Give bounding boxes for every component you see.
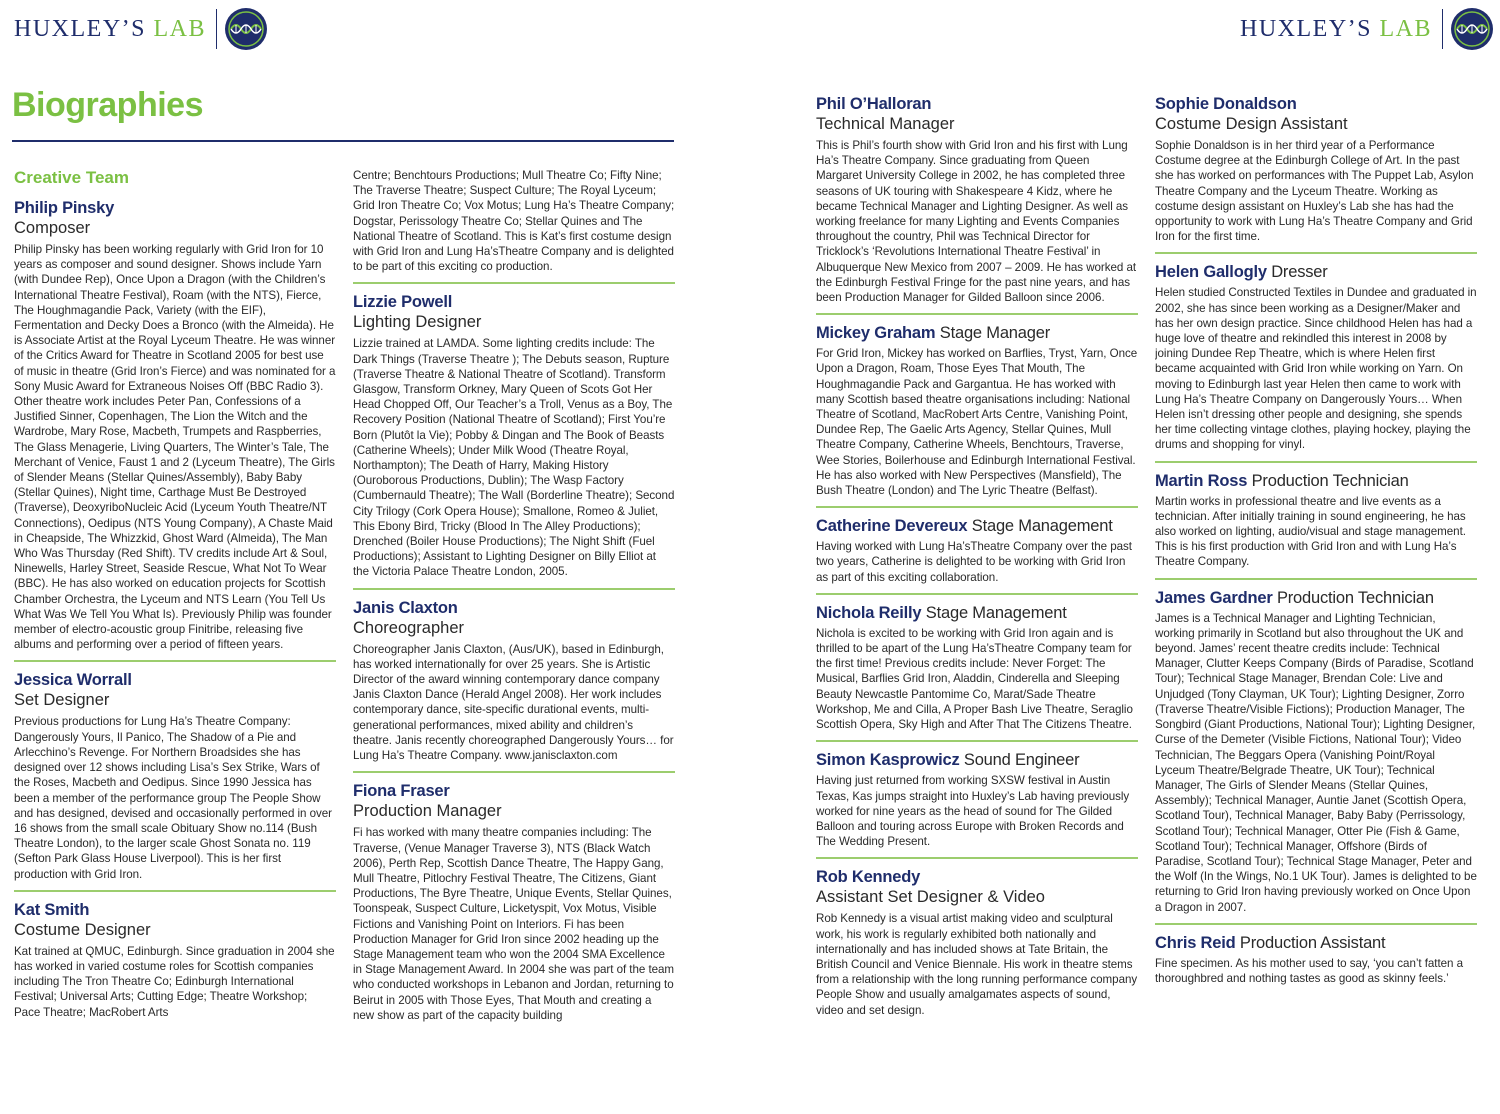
bio-text: Fine specimen. As his mother used to say, ‘you can’t fatten a thoroughbred and nothing tastes as good as skinny feels.’ xyxy=(1155,956,1463,985)
column-3 xyxy=(816,94,1138,1090)
bio-catherine-devereux xyxy=(816,516,1138,595)
bio-kat-smith xyxy=(14,900,336,1028)
bio-james-gardner xyxy=(1155,588,1477,925)
bio-name: Fiona Fraser xyxy=(353,782,450,801)
bio-jessica-worrall xyxy=(14,670,336,891)
bio-role: Stage Manager xyxy=(939,324,1051,343)
bio-role: Production Assistant xyxy=(1239,933,1386,952)
page-title: Biographies xyxy=(12,86,203,124)
bio-role: Costume Designer xyxy=(14,920,151,939)
bio-role: Dresser xyxy=(1271,263,1328,282)
bio-name-line xyxy=(1155,262,1477,282)
bio-chris-reid xyxy=(1155,933,1477,994)
bio-role: Costume Design Assistant xyxy=(1155,115,1348,133)
bio-text-continued: Centre; Benchtours Productions; Mull Theatre Co; Fifty Nine; The Traverse Theatre; Suspect Culture; The Royal Lyceum; Grid Iron Theatre Co; Vox Motus; Lung Ha’s Theatre Company; Dogstar, Perissology Theatre Co; Stellar Quines and The National Theatre of Scotland. This is Kat’s first costume design with Grid Iron and Lung Ha’sTheatre Company and is delighted to be part of this exciting co production. xyxy=(353,169,675,274)
bio-name-line xyxy=(816,323,1138,343)
bio-text: This is Phil’s fourth show with Grid Iron and his first with Lung Ha’s Theatre Company. Since graduating from Queen Margaret University College in 2002, he has completed three seasons of UK touring with Shakespeare 4 Kidz, where he became Technical Manager and Lighting Designer. As well as working freelance for many Lighting and Events Companies throughout the country, Phil was Technical Director for Tricklock’s ‘Revolutions International Theatre Festival’ in Albuquerque New Mexico from 2007 – 2009. He has worked at the Edinburgh Festival Fringe for the past nine years, and has been Production Manager for Gilded Balloon since 2006. xyxy=(816,139,1137,305)
bio-role: Stage Management xyxy=(925,603,1067,622)
bio-name: Kat Smith xyxy=(14,900,90,919)
bio-name: Martin Ross xyxy=(1155,471,1248,490)
bio-text: Sophie Donaldson is in her third year of a Performance Costume degree at the Edinburgh College of Art. In the past she has worked on performances with The Puppet Lab, Asylon Theatre Company and the Lyceum Theatre. Working as costume design assistant on Huxley’s Lab she has had the opportunity to work with Lung Ha’s Theatre Company and Grid Iron for the first time. xyxy=(1155,139,1474,244)
brand-divider xyxy=(1442,9,1443,49)
bio-name: James Gardner xyxy=(1155,588,1273,607)
bio-lizzie-powell xyxy=(353,292,675,589)
bio-name: Mickey Graham xyxy=(816,324,936,343)
bio-role: Composer xyxy=(14,219,91,237)
bio-name: Helen Gallogly xyxy=(1155,263,1267,282)
bio-role: Stage Management xyxy=(971,517,1113,536)
bio-role: Production Technician xyxy=(1251,471,1409,490)
bio-name-line xyxy=(816,516,1138,536)
bio-text: Helen studied Constructed Textiles in Dundee and graduated in 2002, she has since been working as a Designer/Maker and has her own design practice. Since childhood Helen has had a huge love of theatre and rekindled this interest in 2008 by joining Dundee Rep Theatre, which is where Helen first became acquainted with Grid Iron while working on Yarn. On moving to Edinburgh last year Helen then came to work with Lung Ha’s Theatre Company on Dangerously Yours… When Helen isn’t dressing other people and designing, she spends her time collecting vintage clothes, playing hockey, playing the drums and shopping for vinyl. xyxy=(1155,286,1477,452)
column-2 xyxy=(353,168,675,1088)
bio-rob-kennedy xyxy=(816,867,1138,1025)
bio-text: Having just returned from working SXSW festival in Austin Texas, Kas jumps straight into Huxley’s Lab having previously worked for nine years as the head of sound for The Gilded Balloon and touring across Europe with Broken Records and The Wedding Present. xyxy=(816,774,1130,849)
bio-martin-ross xyxy=(1155,471,1477,580)
bio-name: Philip Pinsky xyxy=(14,199,115,217)
dna-helix-icon xyxy=(1450,7,1494,51)
bio-phil-ohalloran xyxy=(816,94,1138,315)
bio-name: Sophie Donaldson xyxy=(1155,95,1297,113)
bio-name-line xyxy=(816,750,1138,770)
bio-text: Rob Kennedy is a visual artist making video and sculptural work, his work is regularly exhibited both nationally and internationally and has included shows at Tate Britain, the British Council and Venice Biennale. His work in theatre stems from a relationship with the long running performance company People Show and usually amalgamates aspects of sound, video and set design. xyxy=(816,912,1138,1017)
bio-name: Nichola Reilly xyxy=(816,603,922,622)
bio-name: Janis Claxton xyxy=(353,598,458,617)
bio-name: Jessica Worrall xyxy=(14,671,132,690)
bio-text: Having worked with Lung Ha’sTheatre Company over the past two years, Catherine is delighted to be working with Grid Iron as part of this exciting collaboration. xyxy=(816,540,1132,584)
bio-fiona-fraser xyxy=(353,781,675,1031)
bio-text: Previous productions for Lung Ha’s Theatre Company: Dangerously Yours, Il Panico, The Shadow of a Pie and Arlecchino’s Revenge. For Northern Broadsides she has designed over 12 shows including Lisa’s Sex Strike, Wars of the Roses, Macbeth and Oedipus. Since 1990 Jessica has been a member of the performance group The People Show and has designed, devised and occasionally performed in over 16 shows from the small scale Obituary Show no.114 (Bush Theatre London), to the larger scale Ghost Sonata no. 119 (Sefton Park Glass House Liverpool). This is her first production with Grid Iron. xyxy=(14,715,332,881)
bio-role: Sound Engineer xyxy=(963,751,1080,770)
bio-name: Lizzie Powell xyxy=(353,293,453,312)
brand-name: HUXLEY’S LAB xyxy=(14,15,206,42)
bio-mickey-graham xyxy=(816,323,1138,508)
bio-kat-smith-continued xyxy=(353,168,675,284)
bio-text: Martin works in professional theatre and live events as a technician. After initially training in sound engineering, he has also worked on lighting, audio/visual and stage management. This is his first production with Grid Iron and with Lung Ha’s Theatre Company. xyxy=(1155,494,1466,569)
bio-text: Fi has worked with many theatre companies including: The Traverse, (Venue Manager Traverse 3), NTS (Black Watch 2006), Perth Rep, Scottish Dance Theatre, The Happy Gang, Mull Theatre, Pitlochry Festival Theatre, The Citizens, Giant Productions, The Byre Theatre, Unique Events, Stellar Quines, Toonspeak, Suspect Culture, Licketyspit, Vox Motus, Visible Fictions and Vanishing Point on Interiors. Fi has been Production Manager for Grid Iron since 2002 heading up the Stage Management team who won the 2004 SMA Excellence in Stage Management Award. In 2004 she was part of the team who conducted workshops in Lebanon and Jordan, returning to Beirut in 2005 with Those Eyes, That Mouth and creating a new show as part of the capacity building xyxy=(353,826,675,1022)
title-divider xyxy=(12,140,674,142)
bio-name-line xyxy=(816,603,1138,623)
bio-role: Lighting Designer xyxy=(353,313,482,332)
bio-text: Philip Pinsky has been working regularly with Grid Iron for 10 years as composer and sound designer. Shows include Yarn (with Dundee Rep), Once Upon a Dragon (with the Children’s International Theatre Festival), Roam (with the NTS), Fierce, The Houghmagandie Pack, Variety (with the EIF), Fermentation and Decky Does a Bronco (with the Almeida). He is Associate Artist at the Royal Lyceum Theatre. He was winner of the Critics Award for Theatre in Scotland 2005 for best use of music in theatre (Grid Iron’s Fierce) and was nominated for a Sony Music Award for Extraneous Noises Off (BBC Radio 3). Other theatre work includes Peter Pan, Confessions of a Justified Sinner, Copenhagen, The Lion the Witch and the Wardrobe, Mary Rose, Macbeth, Trumpets and Raspberries, The Glass Menagerie, Living Quarters, The Winter’s Tale, The Merchant of Venice, Faust 1 and 2 (Lyceum Theatre), The Girls of Slender Means (Stellar Quines/Assembly), Baby Baby (Stellar Quines), Night time, Carthage Must Be Destroyed (Traverse), DeoxyriboNucleic Acid (Lyceum Youth Theatre/NT Connections), Oedipus (NTS Young Company), A Chaste Maid in Cheapside, The Whizzkid, Ghost Ward (Almeida), The Man Who Was Thursday (Red Shift). TV credits include Art & Soul, Ninewells, Harley Street, Seaside Rescue, What Not To Wear (BBC). He has also worked on education projects for Scottish Chamber Orchestra, the Lyceum and NTS Learn (You Tell Us What Was We Tell You What Is). Previously Philip was founder member of electro-acoustic group Finitribe, releasing five albums and performing over a period of fifteen years. xyxy=(14,243,336,652)
bio-text: Choreographer Janis Claxton, (Aus/UK), based in Edinburgh, has worked internationally for over 25 years. She is Artistic Director of the award winning contemporary dance company Janis Claxton Dance (Herald Angel 2008). Her work includes contemporary dance, site-specific durational events, multi-generational performances, mixed ability and children’s theatre. Janis recently choreographed Dangerously Yours… for Lung Ha’s Theatre Company. www.janisclaxton.com xyxy=(353,642,674,763)
bio-role: Choreographer xyxy=(353,618,464,637)
bio-name: Catherine Devereux xyxy=(816,517,968,536)
brand-divider xyxy=(216,9,217,49)
bio-role: Production Manager xyxy=(353,802,502,821)
dna-helix-icon xyxy=(224,7,268,51)
bio-role: Production Technician xyxy=(1276,588,1434,607)
column-4 xyxy=(1155,94,1477,1090)
bio-name-line xyxy=(1155,933,1477,953)
bio-name-line xyxy=(1155,471,1477,491)
brand-header-right xyxy=(1240,6,1494,52)
brand-name: HUXLEY’S LAB xyxy=(1240,15,1432,42)
bio-text: Nichola is excited to be working with Grid Iron again and is thrilled to be apart of the Lung Ha’sTheatre Company team for the first time! Previous credits include: Never Forget: The Musical, Barflies Grid Iron, Aladdin, Cinderella and Sleeping Beauty Newcastle Pantomime Co, Marat/Sade Theatre Workshop, Me and Cilla, A Proper Bash Live Theatre, Seraglio Scottish Opera, Sky High and After That The Citizens Theatre. xyxy=(816,626,1133,732)
section-label: Creative Team xyxy=(14,168,129,187)
column-1 xyxy=(14,168,336,1088)
bio-helen-gallogly xyxy=(1155,262,1477,462)
bio-name: Chris Reid xyxy=(1155,933,1236,952)
bio-role: Assistant Set Designer & Video xyxy=(816,888,1045,907)
bio-janis-claxton xyxy=(353,598,675,774)
bio-name: Rob Kennedy xyxy=(816,868,921,887)
brand-header-left xyxy=(14,6,268,52)
bio-nichola-reilly xyxy=(816,603,1138,742)
bio-text: Kat trained at QMUC, Edinburgh. Since graduation in 2004 she has worked in varied costume roles for Scottish companies including The Tron Theatre Co; Edinburgh International Festival; Universal Arts; Cutting Edge; Theatre Workshop; Pace Theatre; MacRobert Arts xyxy=(14,944,335,1019)
bio-name: Phil O’Halloran xyxy=(816,95,932,113)
bio-name: Simon Kasprowicz xyxy=(816,751,960,770)
bio-text: For Grid Iron, Mickey has worked on Barflies, Tryst, Yarn, Once Upon a Dragon, Roam, Those Eyes That Mouth, The Houghmagandie Pack and Gargantua. He has worked with many Scottish based theatre organisations including: National Theatre of Scotland, MacRobert Arts Centre, Vanishing Point, Dundee Rep, The Gaelic Arts Agency, Stellar Quines, Mull Theatre Company, Catherine Wheels, Benchtours, Traverse, Wee Stories, Boilerhouse and Edinburgh International Festival. He has also worked with New Perspectives (Mansfield), The Bush Theatre (London) and The Lyric Theatre (Belfast). xyxy=(816,347,1138,498)
bio-simon-kasprowicz xyxy=(816,750,1138,859)
bio-role: Technical Manager xyxy=(816,115,955,133)
bio-sophie-donaldson xyxy=(1155,94,1477,254)
bio-text: James is a Technical Manager and Lighting Technician, working primarily in Scotland but also throughout the UK and beyond. James’ recent theatre credits include: Technical Manager, Clutter Keeps Company (Birds of Paradise, Scotland Tour); Technical Stage Manager, Brendan Cole: Live and Unjudged (Tony Clayman, UK Tour); Lighting Designer, Zorro (Traverse Theatre/Visible Fictions); Production Manager, The Songbird (Giant Productions, National Tour); Lighting Designer, Curse of the Demeter (Visible Fictions, National Tour); Video Technician, The Beggars Opera (Vanishing Point/Royal Lyceum Theatre/Belgrade Theatre, UK Tour); Technical Manager, The Girls of Slender Means (Stellar Quines, Assembly); Technical Manager, Auntie Janet (Scottish Opera, Scotland Tour), Technical Manager, Baby Baby (Perrissology, Scotland Tour); Technical Manager, Otter Pie (Fish & Game, Scotland Tour); Technical Manager, Offshore (Birds of Paradise, Scotland Tour); Technical Stage Manager, Peter and the Wolf (In the Wings, No.1 UK Tour). James is delighted to be returning to Grid Iron having previously worked on Once Upon a Dragon in 2007. xyxy=(1155,611,1477,914)
bio-text: Lizzie trained at LAMDA. Some lighting credits include: The Dark Things (Traverse Theatre ); The Debuts season, Rupture (Traverse Theatre & National Theatre of Scotland). Transform Glasgow, Transform Orkney, Mary Queen of Scots Got Her Head Chopped Off, Our Teacher’s a Troll, Venus as a Boy, The Recovery Position (National Theatre of Scotland); First You’re Born (Plutôt la Vie); Pobby & Dingan and The Book of Beasts (Catherine Wheels); Under Milk Wood (Theatre Royal, Northampton); The Death of Harry, Making History (Ouroborous Productions, Dublin); The Wasp Factory (Cumbernauld Theatre); The Wall (Borderline Theatre); Second City Trilogy (Cork Opera House); Smallone, Romeo & Juliet, This Ebony Bird, Tricky (Blood In The Alley Productions); Drenched (Boiler House Productions); The Night Shift (Fuel Productions); Assistant to Lighting Designer on Billy Elliot at the Victoria Palace Theatre London, 2005. xyxy=(353,337,675,579)
bio-philip-pinsky xyxy=(14,198,336,662)
bio-name-line xyxy=(1155,588,1477,608)
bio-role: Set Designer xyxy=(14,691,110,710)
